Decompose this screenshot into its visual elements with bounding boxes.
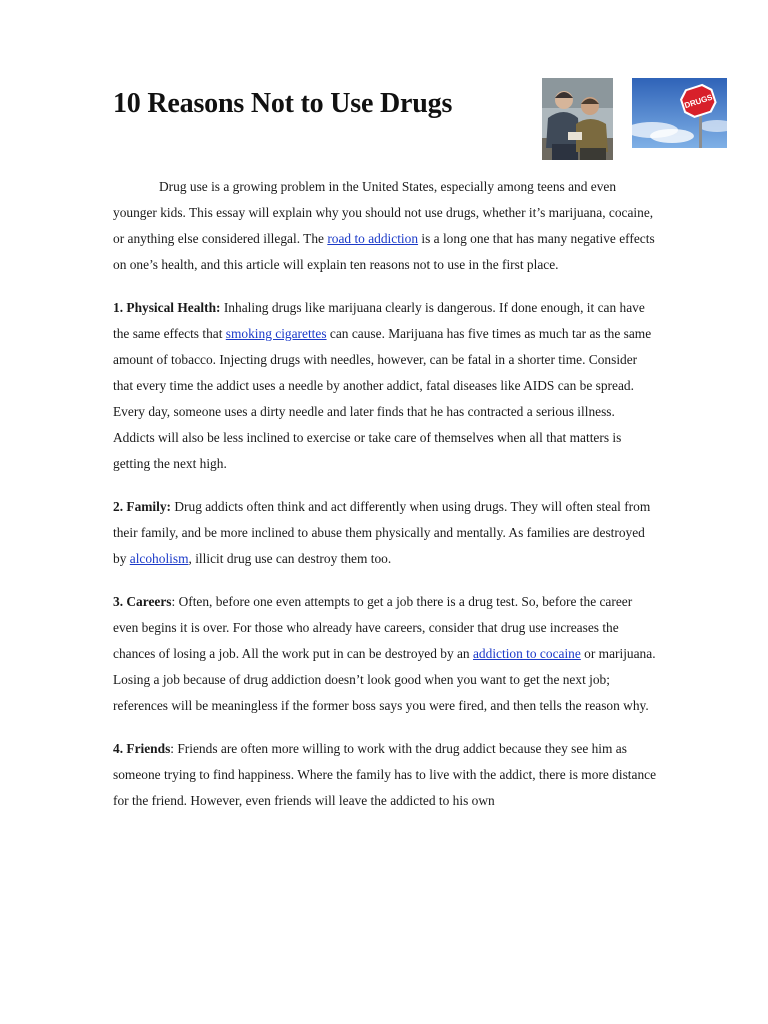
page-title: 10 Reasons Not to Use Drugs (113, 88, 453, 119)
road-to-addiction-link[interactable]: road to addiction (327, 231, 419, 246)
section-text: , illicit drug use can destroy them too. (188, 551, 392, 566)
section-heading: 1. Physical Health: (113, 300, 221, 315)
section-text: : Often, before one even attempts to get a job there is a drug test. So, before the career even begins it is over. For those who already have careers, consider that drug use increases the chances of losing a job. All the work put in can be destroyed by an (113, 594, 633, 661)
section-text: : Friends are often more willing to work with the drug addict because they see him as someone trying to find happiness. Where the family has to live with the addict, there is more distance for the friend. However, even friends will leave the addicted to his own (113, 741, 657, 808)
section-careers (113, 589, 658, 719)
section-heading: 4. Friends (113, 741, 171, 756)
section-heading: 3. Careers (113, 594, 172, 609)
intro-text-1: Drug use is a growing problem in the United States, especially among teens and even younger kids. This essay will explain why you should not use drugs, whether it’s marijuana, cocaine, or anything else considered illegal. The (113, 179, 654, 246)
addiction-to-cocaine-link[interactable]: addiction to cocaine (472, 646, 581, 661)
smoking-cigarettes-link[interactable]: smoking cigarettes (225, 326, 327, 341)
section-text: can cause. Marijuana has five times as much tar as the same amount of tobacco. Injecting drugs with needles, however, can be fatal in a shorter time. Consider that every time the addict uses a needle by another addict, fatal diseases like AIDS can be spread. Every day, someone uses a dirty needle and later finds that he has contracted a serious illness. Addicts will also be less inclined to exercise or take care of themselves when all that matters is getting the next high. (113, 326, 652, 471)
drugs-sign-photo (632, 78, 727, 148)
section-physical-health (113, 295, 658, 477)
section-friends (113, 736, 658, 814)
section-text: Drug addicts often think and act differently when using drugs. They will often steal from their family, and be more inclined to abuse them physically and mentally. As families are destroyed by (113, 499, 651, 566)
intro-paragraph (113, 174, 658, 278)
section-text: or marijuana. Losing a job because of drug addiction doesn’t look good when you want to get the next job; references will be meaningless if the former boss says you were fired, and then tells the reason why. (113, 646, 656, 713)
article-body (113, 174, 658, 831)
teens-photo (542, 78, 613, 160)
sign-text: DRUGS (683, 92, 714, 111)
teens-photo-image (542, 78, 613, 160)
section-heading: 2. Family: (113, 499, 172, 514)
alcoholism-link[interactable]: alcoholism (129, 551, 189, 566)
drugs-sign-image (632, 78, 727, 148)
section-family (113, 494, 658, 572)
intro-text-2: is a long one that has many negative effects on one’s health, and this article will explain ten reasons not to use in the first place. (113, 231, 655, 272)
section-text: Inhaling drugs like marijuana clearly is dangerous. If done enough, it can have the same effects that (113, 300, 645, 341)
